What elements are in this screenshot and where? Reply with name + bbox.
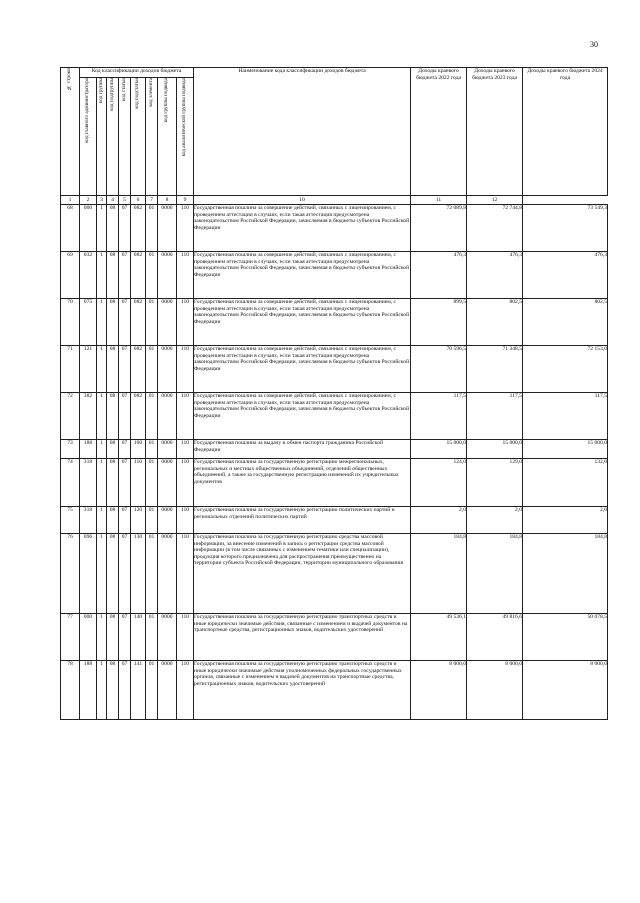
header-classification-group: Код классификации доходов бюджета: [80, 68, 194, 78]
admin-code: 032: [80, 252, 97, 299]
article-code: 07: [119, 393, 131, 440]
revenue-name: Государственная пошлина за государственную регистрацию межрегиональных, региональных и местных общественных объединений, отделений общественных объединений, а также за государственную регистрацию изменений их учредительных документов: [194, 459, 411, 507]
subtype-group-code: 0000: [158, 299, 177, 346]
revenue-2023: 71 348,5: [467, 346, 523, 393]
table-row: [61, 393, 608, 440]
col-number: 8: [158, 196, 177, 205]
subgroup-code: 08: [107, 534, 119, 614]
element-code: 01: [146, 534, 158, 614]
revenue-2022: 2,0: [411, 507, 467, 534]
element-code: 01: [146, 346, 158, 393]
header-row-number: № строки: [61, 68, 80, 196]
group-code: 1: [97, 661, 107, 720]
subarticle-code: 140: [131, 614, 146, 661]
revenue-2024: 476,3: [523, 252, 608, 299]
revenue-2024: 117,5: [523, 393, 608, 440]
row-number: 78: [61, 661, 80, 720]
group-code: 1: [97, 299, 107, 346]
analytic-group-code: 110: [177, 440, 194, 459]
col-number: 10: [194, 196, 411, 205]
subgroup-code: 08: [107, 440, 119, 459]
header-2022: Доходы краевого бюджета 2022 года: [411, 68, 467, 196]
subarticle-code: 110: [131, 459, 146, 507]
revenue-2022: 184,8: [411, 534, 467, 614]
subgroup-code: 08: [107, 205, 119, 252]
subtype-group-code: 0000: [158, 534, 177, 614]
subarticle-code: 082: [131, 205, 146, 252]
article-code: 07: [119, 205, 131, 252]
subarticle-code: 120: [131, 507, 146, 534]
row-number: 75: [61, 507, 80, 534]
row-number: 72: [61, 393, 80, 440]
table-row: [61, 346, 608, 393]
article-code: 07: [119, 252, 131, 299]
header-group-code: код группы: [97, 78, 107, 196]
row-number: 74: [61, 459, 80, 507]
table-row: [61, 534, 608, 614]
col-number: 1: [61, 196, 80, 205]
revenue-name: Государственная пошлина за государственную регистрацию политических партий и региональных отделений политических партий: [194, 507, 411, 534]
row-number: 76: [61, 534, 80, 614]
analytic-group-code: 110: [177, 393, 194, 440]
group-code: 1: [97, 205, 107, 252]
header-article-code: код статьи: [119, 78, 131, 196]
subtype-group-code: 0000: [158, 252, 177, 299]
article-code: 07: [119, 346, 131, 393]
header-2023: Доходы краевого бюджета 2023 года: [467, 68, 523, 196]
revenue-2022: 8 000,0: [411, 661, 467, 720]
revenue-2023: 184,8: [467, 534, 523, 614]
subarticle-code: 130: [131, 534, 146, 614]
header-subgroup-code: код подгруппы: [107, 78, 119, 196]
header-name: Наименование кода классификации доходов бюджета: [194, 68, 411, 196]
revenue-2024: 72 153,0: [523, 346, 608, 393]
revenue-2023: 476,3: [467, 252, 523, 299]
revenue-2023: 2,0: [467, 507, 523, 534]
revenue-2022: 49 536,1: [411, 614, 467, 661]
article-code: 07: [119, 459, 131, 507]
revenue-2024: 8 000,0: [523, 661, 608, 720]
subtype-group-code: 0000: [158, 507, 177, 534]
header-subtype-group-code: код группы подвида: [158, 78, 177, 196]
admin-code: 000: [80, 205, 97, 252]
admin-code: 075: [80, 299, 97, 346]
table-row: [61, 299, 608, 346]
group-code: 1: [97, 252, 107, 299]
revenue-2022: 117,5: [411, 393, 467, 440]
subgroup-code: 08: [107, 393, 119, 440]
article-code: 07: [119, 440, 131, 459]
article-code: 07: [119, 507, 131, 534]
table-row: [61, 252, 608, 299]
article-code: 07: [119, 614, 131, 661]
row-number: 69: [61, 252, 80, 299]
col-number: 2: [80, 196, 97, 205]
group-code: 1: [97, 614, 107, 661]
element-code: 01: [146, 507, 158, 534]
page-number: 30: [590, 40, 598, 49]
budget-revenue-table: [60, 67, 608, 720]
group-code: 1: [97, 534, 107, 614]
subgroup-code: 08: [107, 459, 119, 507]
element-code: 01: [146, 393, 158, 440]
subarticle-code: 082: [131, 252, 146, 299]
revenue-2022: 899,5: [411, 299, 467, 346]
analytic-group-code: 110: [177, 459, 194, 507]
revenue-2023: 72 744,8: [467, 205, 523, 252]
revenue-2023: 15 000,0: [467, 440, 523, 459]
subarticle-code: 100: [131, 440, 146, 459]
row-number: 70: [61, 299, 80, 346]
group-code: 1: [97, 507, 107, 534]
revenue-2022: 476,3: [411, 252, 467, 299]
subarticle-code: 082: [131, 393, 146, 440]
revenue-name: Государственная пошлина за совершение действий, связанных с лицензированием, с проведением аттестации в случаях, если такая аттестация предусмотрена законодательством Российской Федерации, зачисляемая в бюджеты субъектов Российской Федерации: [194, 205, 411, 252]
analytic-group-code: 110: [177, 252, 194, 299]
revenue-2024: 802,5: [523, 299, 608, 346]
col-number: 9: [177, 196, 194, 205]
header-analytic-group-code: код аналитической группы подвида: [177, 78, 194, 196]
revenue-name: Государственная пошлина за совершение действий, связанных с лицензированием, с проведением аттестации в случаях, если такая аттестация предусмотрена законодательством Российской Федерации, зачисляемая в бюджеты субъектов Российской Федерации: [194, 252, 411, 299]
analytic-group-code: 110: [177, 507, 194, 534]
element-code: 01: [146, 661, 158, 720]
row-number: 68: [61, 205, 80, 252]
table-row: [61, 661, 608, 720]
revenue-2023: 129,0: [467, 459, 523, 507]
subtype-group-code: 0000: [158, 205, 177, 252]
revenue-name: Государственная пошлина за государственную регистрацию транспортных средств и иные юридически значимые действия уполномоченных федеральных государственных органов, связанные с изменением и выдачей документов на транспортные средства, регистрационных знаков, водительских удостоверений: [194, 661, 411, 720]
row-number: 71: [61, 346, 80, 393]
admin-code: 318: [80, 459, 97, 507]
revenue-2022: 15 000,0: [411, 440, 467, 459]
col-number: 4: [107, 196, 119, 205]
subgroup-code: 08: [107, 614, 119, 661]
article-code: 07: [119, 661, 131, 720]
revenue-2024: 50 078,5: [523, 614, 608, 661]
col-number: 3: [97, 196, 107, 205]
admin-code: 318: [80, 507, 97, 534]
subgroup-code: 08: [107, 346, 119, 393]
column-number-row: [61, 196, 608, 205]
subarticle-code: 082: [131, 346, 146, 393]
subtype-group-code: 0000: [158, 393, 177, 440]
analytic-group-code: 110: [177, 534, 194, 614]
subtype-group-code: 0000: [158, 440, 177, 459]
admin-code: 000: [80, 614, 97, 661]
admin-code: 188: [80, 440, 97, 459]
element-code: 01: [146, 614, 158, 661]
col-number: 7: [146, 196, 158, 205]
table-row: [61, 459, 608, 507]
subarticle-code: 082: [131, 299, 146, 346]
analytic-group-code: 110: [177, 205, 194, 252]
analytic-group-code: 110: [177, 614, 194, 661]
col-number: 11: [411, 196, 467, 205]
table-row: [61, 205, 608, 252]
subgroup-code: 08: [107, 507, 119, 534]
admin-code: 121: [80, 346, 97, 393]
subarticle-code: 141: [131, 661, 146, 720]
revenue-2023: 802,5: [467, 299, 523, 346]
element-code: 01: [146, 440, 158, 459]
subgroup-code: 08: [107, 252, 119, 299]
group-code: 1: [97, 459, 107, 507]
group-code: 1: [97, 393, 107, 440]
header-2024: Доходы краевого бюджета 2024 года: [523, 68, 608, 196]
element-code: 01: [146, 252, 158, 299]
article-code: 07: [119, 299, 131, 346]
table-row: [61, 614, 608, 661]
group-code: 1: [97, 440, 107, 459]
analytic-group-code: 110: [177, 299, 194, 346]
header-admin-code: код главного администратора: [80, 78, 97, 196]
revenue-name: Государственная пошлина за выдачу и обмен паспорта гражданина Российской Федерации: [194, 440, 411, 459]
analytic-group-code: 110: [177, 661, 194, 720]
revenue-name: Государственная пошлина за государственную регистрацию транспортных средств и иные юридически значимые действия, связанные с изменением и выдачей документов на транспортные средства, регистрационных знаков, водительских удостоверений: [194, 614, 411, 661]
revenue-2023: 8 000,0: [467, 661, 523, 720]
admin-code: 188: [80, 661, 97, 720]
element-code: 01: [146, 299, 158, 346]
admin-code: 382: [80, 393, 97, 440]
revenue-2022: 70 596,5: [411, 346, 467, 393]
revenue-2024: 132,0: [523, 459, 608, 507]
table-row: [61, 507, 608, 534]
article-code: 07: [119, 534, 131, 614]
element-code: 01: [146, 459, 158, 507]
row-number: 73: [61, 440, 80, 459]
revenue-2024: 15 000,0: [523, 440, 608, 459]
revenue-2024: 184,8: [523, 534, 608, 614]
revenue-2024: 2,0: [523, 507, 608, 534]
subgroup-code: 08: [107, 299, 119, 346]
revenue-2022: 72 089,8: [411, 205, 467, 252]
subtype-group-code: 0000: [158, 459, 177, 507]
revenue-name: Государственная пошлина за совершение действий, связанных с лицензированием, с проведением аттестации в случаях, если такая аттестация предусмотрена законодательством Российской Федерации, зачисляемая в бюджеты субъектов Российской Федерации: [194, 299, 411, 346]
group-code: 1: [97, 346, 107, 393]
subtype-group-code: 0000: [158, 661, 177, 720]
revenue-name: Государственная пошлина за совершение действий, связанных с лицензированием, с проведением аттестации в случаях, если такая аттестация предусмотрена законодательством Российской Федерации, зачисляемая в бюджеты субъектов Российской Федерации: [194, 346, 411, 393]
revenue-2023: 49 816,6: [467, 614, 523, 661]
header-subarticle-code: код подстатьи: [131, 78, 146, 196]
col-number: 12: [467, 196, 523, 205]
revenue-2024: 73 549,3: [523, 205, 608, 252]
row-number: 77: [61, 614, 80, 661]
revenue-2023: 117,5: [467, 393, 523, 440]
subtype-group-code: 0000: [158, 346, 177, 393]
header-element-code: код элемента: [146, 78, 158, 196]
subgroup-code: 08: [107, 661, 119, 720]
element-code: 01: [146, 205, 158, 252]
col-number: 5: [119, 196, 131, 205]
analytic-group-code: 110: [177, 346, 194, 393]
admin-code: 096: [80, 534, 97, 614]
subtype-group-code: 0000: [158, 614, 177, 661]
table-row: [61, 440, 608, 459]
revenue-name: Государственная пошлина за совершение действий, связанных с лицензированием, с проведением аттестации в случаях, если такая аттестация предусмотрена законодательством Российской Федерации, зачисляемая в бюджеты субъектов Российской Федерации: [194, 393, 411, 440]
col-number: 6: [131, 196, 146, 205]
revenue-name: Государственная пошлина за государственную регистрацию средства массовой информации, за внесение изменений в запись о регистрации средства массовой информации (в том числе связанных с изменением тематики или специализации), продукция которого предназначена для распространения преимущественно на территории субъекта Российской Федерации, территории муниципального образования: [194, 534, 411, 614]
revenue-2022: 124,0: [411, 459, 467, 507]
